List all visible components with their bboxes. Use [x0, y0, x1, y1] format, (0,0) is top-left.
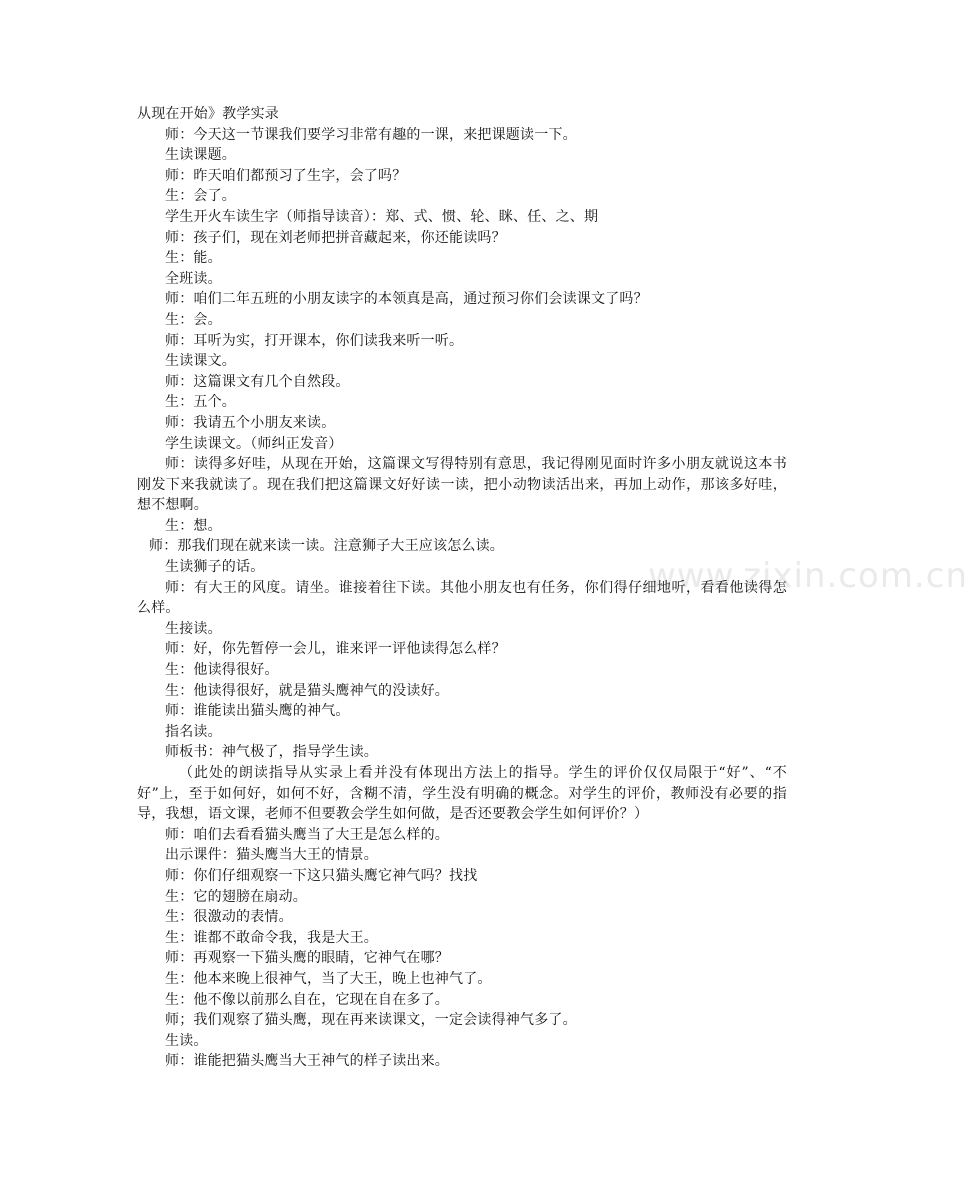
paragraph-14: 生：五个。: [165, 394, 236, 411]
paragraph-41: 师：谁能把猫头鹰当大王神气的样子读出来。: [165, 1053, 449, 1070]
paragraph-16: 学生读课文。（师纠正发音）: [165, 435, 343, 452]
paragraph-32: 师：你们仔细观察一下这只猫头鹰它神气吗？找找: [165, 867, 478, 884]
paragraph-37: 生：他本来晚上很神气，当了大王，晚上也神气了。: [165, 970, 492, 987]
paragraph-23: 师：好，你先暂停一会儿，谁来评一评他读得怎么样？: [165, 641, 506, 658]
paragraph-33: 生：它的翅膀在扇动。: [165, 888, 307, 905]
watermark-text: www.zixin.com.cn: [648, 556, 968, 596]
paragraph-34: 生：很激动的表情。: [165, 909, 293, 926]
paragraph-6: 师：孩子们，现在刘老师把拼音藏起来，你还能读吗？: [165, 229, 506, 246]
paragraph-27: 指名读。: [165, 723, 222, 740]
paragraph-26: 师：谁能读出猫头鹰的神气。: [165, 703, 350, 720]
paragraph-21: 师：有大王的风度。请坐。谁接着往下读。其他小朋友也有任务，你们得仔细地听，看看他读得怎么样。: [137, 579, 787, 617]
paragraph-31: 出示课件：猫头鹰当大王的情景。: [165, 847, 378, 864]
paragraph-12: 生读课文。: [165, 353, 236, 370]
paragraph-4: 生：会了。: [165, 188, 236, 205]
paragraph-1: 师：今天这一节课我们要学习非常有趣的一课，来把课题读一下。: [165, 126, 577, 143]
paragraph-39: 师；我们观察了猫头鹰，现在再来读课文，一定会读得神气多了。: [165, 1012, 577, 1029]
paragraph-40: 生读。: [165, 1032, 208, 1049]
paragraph-28: 师板书：神气极了，指导学生读。: [165, 744, 378, 761]
paragraph-11: 师：耳听为实，打开课本，你们读我来听一听。: [165, 332, 464, 349]
paragraph-36: 师：再观察一下猫头鹰的眼睛，它神气在哪？: [165, 950, 449, 967]
paragraph-30: 师：咱们去看看猫头鹰当了大王是怎么样的。: [165, 826, 449, 843]
paragraph-9: 师：咱们二年五班的小朋友读字的本领真是高，通过预习你们会读课文了吗？: [165, 291, 648, 308]
paragraph-20: 生读狮子的话。: [165, 559, 265, 576]
paragraph-19: 师：那我们现在就来读一读。注意狮子大王应该怎么读。: [149, 538, 504, 555]
paragraph-7: 生：能。: [165, 250, 222, 267]
paragraph-29: （此处的朗读指导从实录上看并没有体现出方法上的指导。学生的评价仅仅局限于“好”、“不好”上，至于如何好，如何不好，含糊不清，学生没有明确的概念。对学生的评价，教师没有必要的指导，我想，语文课，老师不但要教会学生如何做，是否还要教会学生如何评价？）: [137, 765, 787, 823]
paragraph-18: 生：想。: [165, 517, 222, 534]
paragraph-5: 学生开火车读生字（师指导读音）：郑、式、惯、轮、眯、任、之、期: [165, 208, 599, 225]
paragraph-10: 生：会。: [165, 311, 222, 328]
paragraph-2: 生读课题。: [165, 147, 236, 164]
paragraph-17: 师：读得多好哇，从现在开始，这篇课文写得特别有意思，我记得刚见面时许多小朋友就说这本书刚发下来我就读了。现在我们把这篇课文好好读一读，把小动物读活出来，再加上动作，那该多好哇，想不想啊。: [137, 456, 787, 514]
paragraph-15: 师：我请五个小朋友来读。: [165, 414, 336, 431]
paragraph-38: 生：他不像以前那么自在，它现在自在多了。: [165, 991, 449, 1008]
paragraph-13: 师：这篇课文有几个自然段。: [165, 373, 350, 390]
paragraph-35: 生：谁都不敢命令我，我是大王。: [165, 929, 378, 946]
document-content: [137, 104, 787, 1072]
paragraph-8: 全班读。: [165, 270, 222, 287]
document-title: 从现在开始》教学实录: [137, 106, 279, 122]
paragraph-22: 生接读。: [165, 620, 222, 637]
paragraph-3: 师：昨天咱们都预习了生字，会了吗？: [165, 167, 407, 184]
paragraph-25: 生：他读得很好，就是猫头鹰神气的没读好。: [165, 682, 449, 699]
paragraph-24: 生：他读得很好。: [165, 662, 279, 679]
